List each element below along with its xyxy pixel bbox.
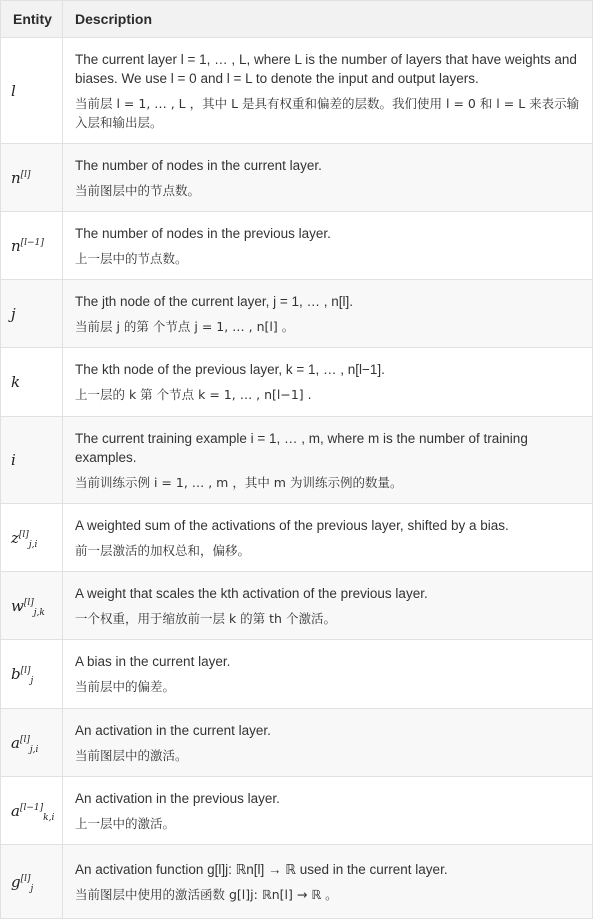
description-cell (63, 417, 593, 504)
table-row (1, 144, 593, 212)
table-row (1, 640, 593, 709)
description-cell (63, 348, 593, 417)
table-row (1, 280, 593, 348)
description-zh: 上一层中的激活。 (75, 815, 176, 831)
table-row (1, 777, 593, 845)
description-en: The number of nodes in the current layer. (75, 157, 322, 173)
description-en: The kth node of the previous layer, k = 1, … , n[l−1]. (75, 362, 385, 377)
entity-symbol: n[l] (1, 144, 63, 212)
entity-symbol: k (1, 348, 63, 417)
description-en: A bias in the current layer. (75, 654, 231, 669)
description-en: The jth node of the current layer, j = 1, … , n[l]. (75, 293, 354, 309)
description-en: An activation in the current layer. (75, 722, 271, 738)
description-cell (63, 38, 593, 144)
description-zh: 当前图层中的激活。 (75, 747, 188, 763)
description-cell (63, 144, 593, 212)
description-cell (63, 709, 593, 777)
entity-symbol: i (1, 417, 63, 504)
description-zh: 上一层中的节点数。 (75, 250, 188, 266)
entity-symbol: $z[l]_{j,i}$ (1, 504, 63, 572)
description-zh: 当前层 l = 1, … , L ，其中 L 是具有权重和偏差的层数。我们使用 l = 0 和 l = L 来表示输入层和输出层。 (75, 95, 580, 130)
table-row (1, 572, 593, 640)
description-zh: 当前层中的偏差。 (75, 679, 176, 694)
description-cell (63, 212, 593, 280)
entity-symbol: n[l−1] (1, 212, 63, 280)
description-en: A weight that scales the kth activation of the previous layer. (75, 585, 428, 601)
table-row (1, 504, 593, 572)
description-cell (63, 640, 593, 709)
description-zh: 上一层的 k 第 个节点 k = 1, … , n[l−1] . (75, 387, 312, 402)
description-en: The current training example i = 1, … , m, where m is the number of training examples. (75, 430, 528, 465)
entity-symbol: $w[l]_{j,k}$ (1, 572, 63, 640)
table-row (1, 417, 593, 504)
description-cell (63, 572, 593, 640)
table-row (1, 212, 593, 280)
description-cell (63, 280, 593, 348)
entity-symbol: $g[l]_j$ (1, 845, 63, 919)
description-en: The current layer l = 1, … , L, where L is the number of layers that have weights and biases. We use l = 0 and l = L to denote the input and output layers. (75, 51, 577, 86)
header-row (1, 1, 593, 38)
description-en: A weighted sum of the activations of the previous layer, shifted by a bias. (75, 517, 509, 533)
description-en: The number of nodes in the previous layer. (75, 225, 331, 241)
table-row (1, 348, 593, 417)
entity-symbol: l (1, 38, 63, 144)
description-cell (63, 845, 593, 919)
description-zh: 当前训练示例 i = 1, … , m ，其中 m 为训练示例的数量。 (75, 474, 403, 490)
table-row (1, 709, 593, 777)
description-en: An activation in the previous layer. (75, 790, 280, 806)
description-cell (63, 504, 593, 572)
description-zh: 前一层激活的加权总和，偏移。 (75, 542, 251, 558)
description-zh: 当前层 j 的第 个节点 j = 1, … , n[l] 。 (75, 318, 295, 334)
description-cell (63, 777, 593, 845)
description-zh: 当前图层中使用的激活函数 g[l]j: ℝn[l] → ℝ 。 (75, 886, 338, 902)
table-row (1, 38, 593, 144)
entity-symbol: $b[l]_j$ (1, 640, 63, 709)
entity-symbol: $a[l]_{j,i}$ (1, 709, 63, 777)
header-entity: Entity (1, 1, 63, 38)
description-zh: 一个权重，用于缩放前一层 k 的第 th 个激活。 (75, 610, 336, 626)
table-row (1, 845, 593, 919)
entity-symbol: j (1, 280, 63, 348)
entity-symbol: $a[l-1]_{k,i}$ (1, 777, 63, 845)
description-en: An activation function g[l]j: ℝn[l] → ℝ used in the current layer. (75, 861, 448, 877)
header-description: Description (63, 1, 593, 38)
description-zh: 当前图层中的节点数。 (75, 182, 201, 198)
